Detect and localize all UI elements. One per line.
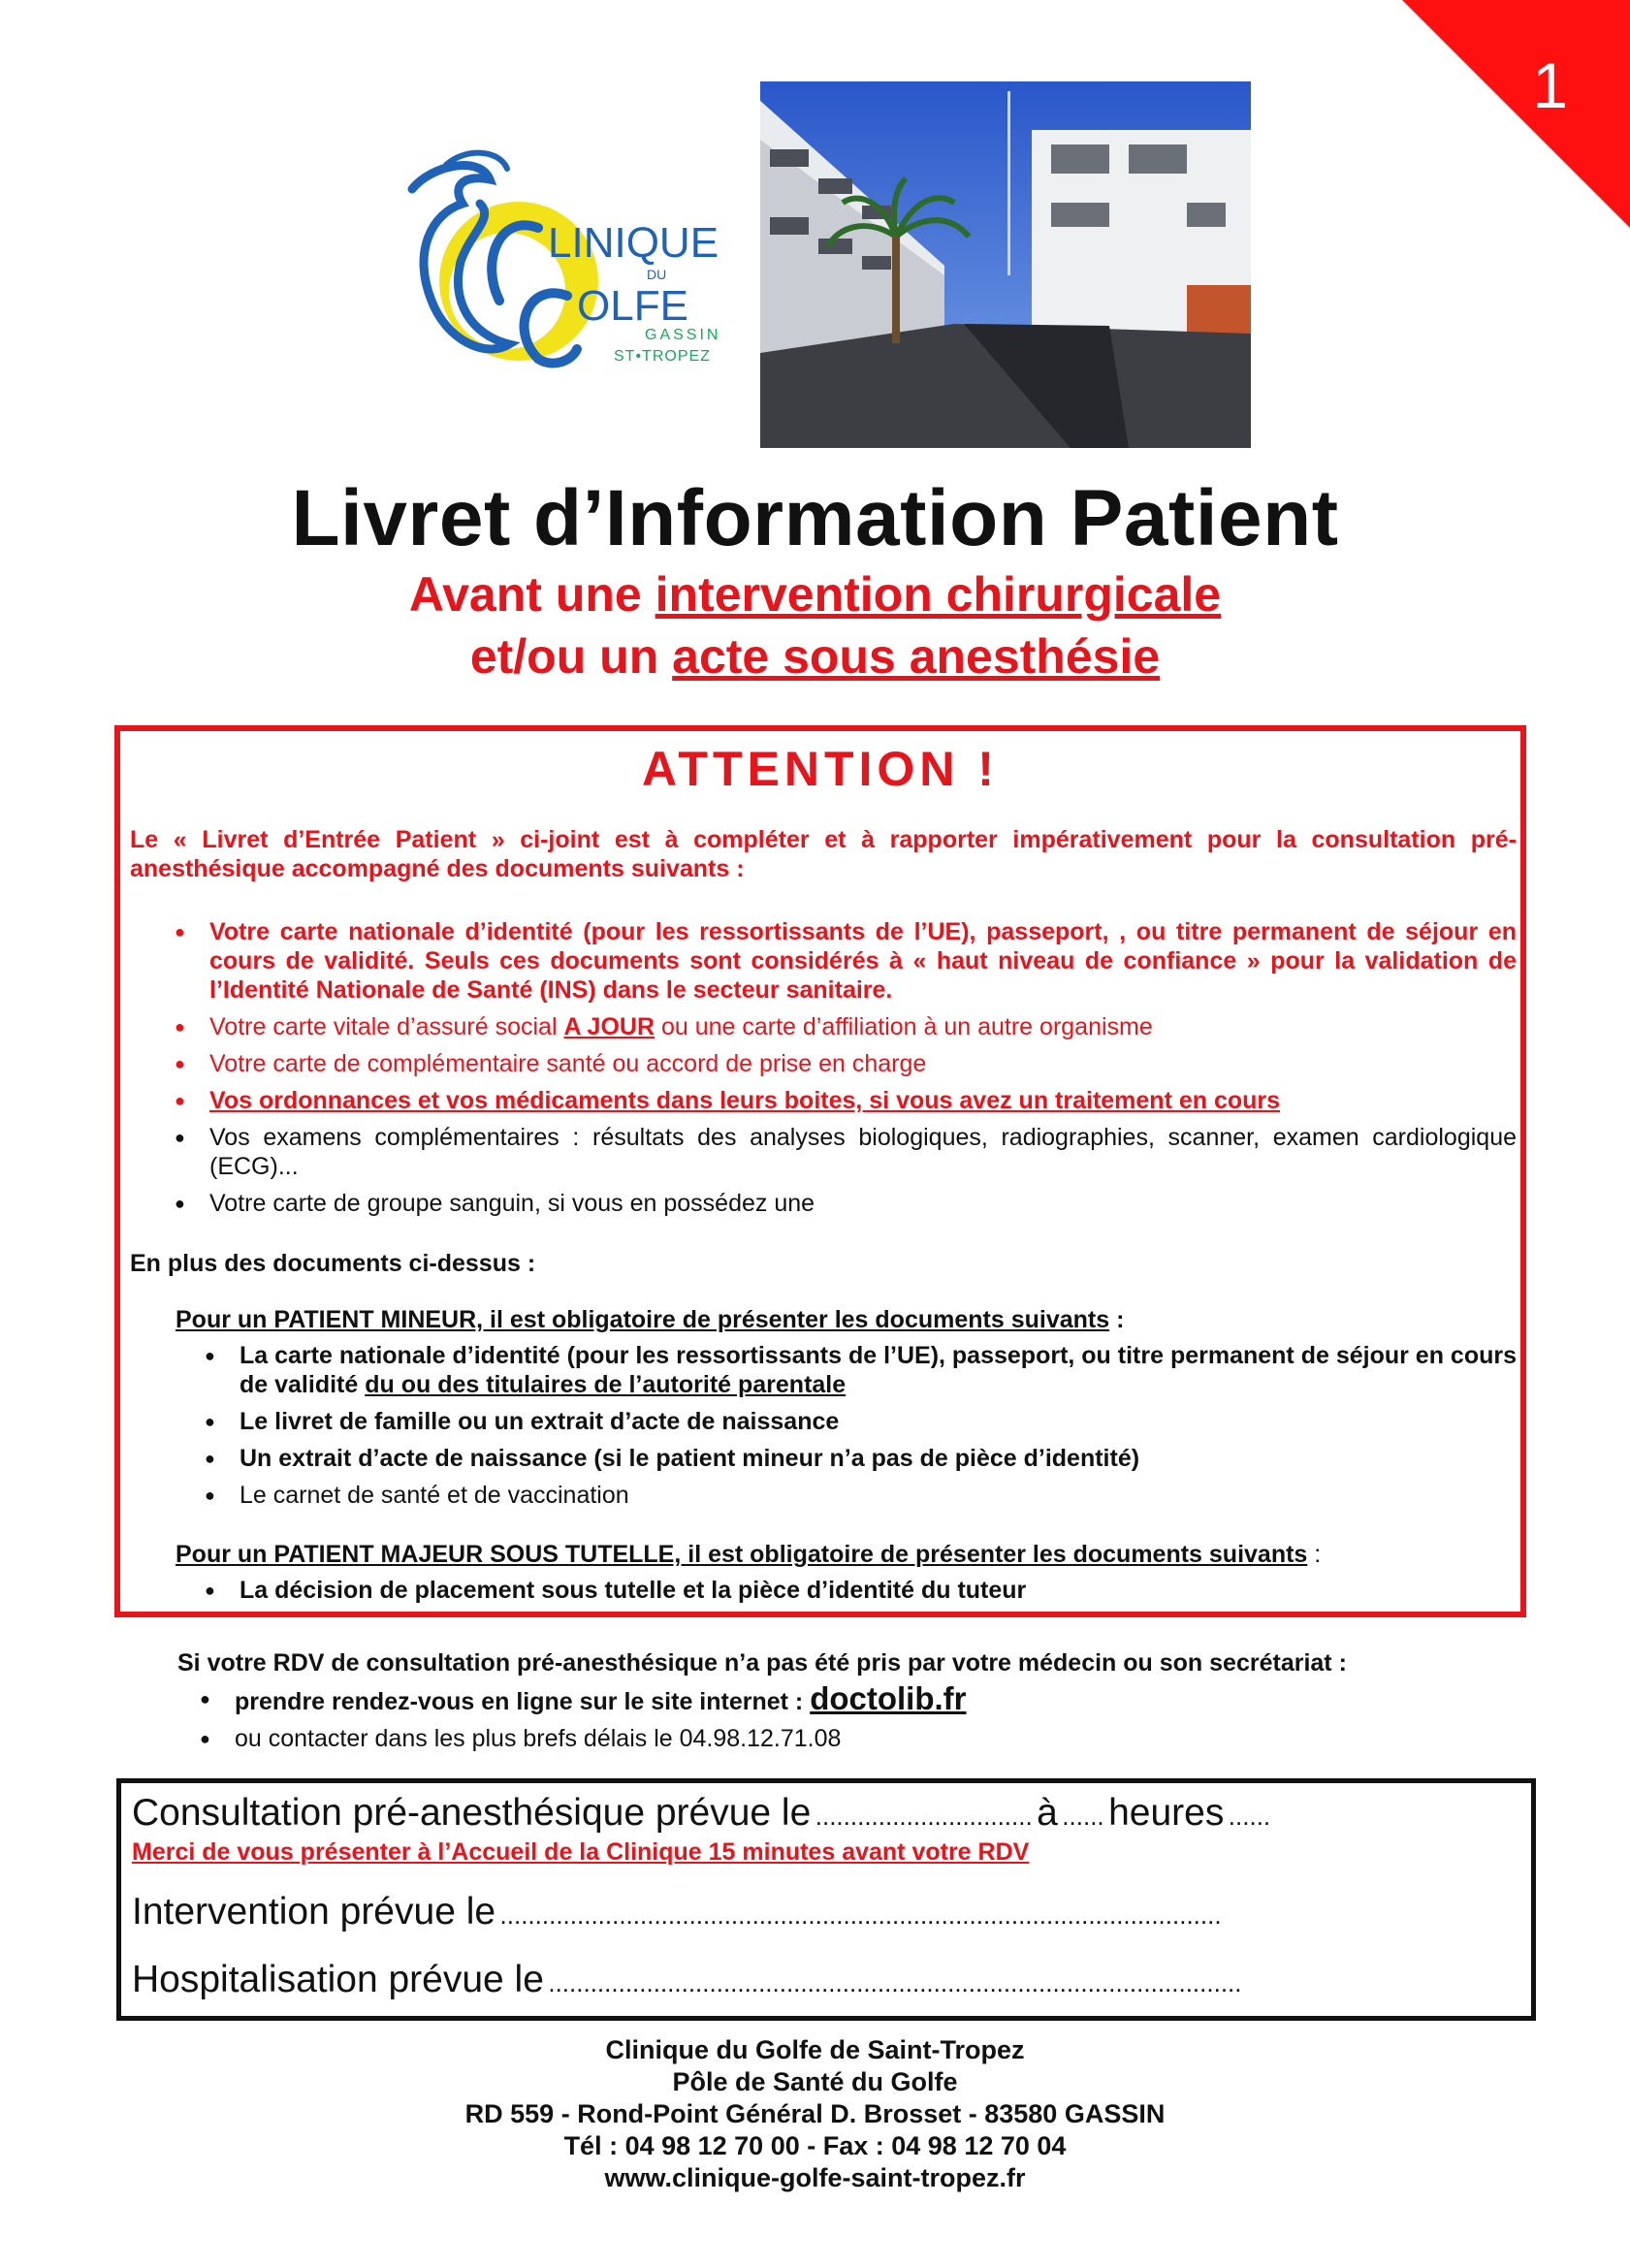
attention-heading: ATTENTION ! [642, 742, 999, 796]
footer-pole: Pôle de Santé du Golfe [672, 2067, 958, 2096]
vitale-text-end: ou une carte d’affiliation à un autre organisme [655, 1013, 1153, 1040]
mineur-documents-list [201, 1341, 1517, 1517]
tutelle-heading [176, 1540, 1321, 1569]
arrival-note: Merci de vous présenter à l’Accueil de la Clinique 15 minutes avant votre RDV [132, 1838, 1030, 1866]
consult-line [132, 1792, 1270, 1835]
list-item-mutuelle: ● Votre carte de complémentaire santé ou accord de prise en charge [171, 1049, 1517, 1078]
intervention-label: Intervention prévue le [132, 1891, 496, 1933]
intervention-date-field[interactable]: ....................................................................................................... [499, 1901, 1222, 1930]
list-item-ordonnances: ● Vos ordonnances et vos médicaments dans leurs boites, si vous avez un traitement en cours [171, 1086, 1517, 1115]
hospitalisation-label: Hospitalisation prévue le [132, 1959, 544, 2000]
mineur-item-livret: ● Le livret de famille ou un extrait d’acte de naissance [201, 1407, 1517, 1436]
logo-text-1: LINIQUE [548, 219, 719, 267]
subtitle-line-1 [0, 566, 1630, 623]
rdv-online-item [196, 1680, 1456, 1716]
list-item-vitale [171, 1012, 1517, 1041]
vitale-text: Votre carte vitale d’assuré social [209, 1013, 564, 1040]
tutelle-heading-colon: : [1307, 1541, 1322, 1568]
logo-text-3: OLFE [577, 282, 688, 330]
mineur-heading-text: Pour un PATIENT MINEUR, il est obligatoire de présenter les documents suivants [176, 1306, 1110, 1333]
footer-website[interactable]: www.clinique-golfe-saint-tropez.fr [604, 2163, 1026, 2192]
mineur-item-carnet: ● Le carnet de santé et de vaccination [201, 1481, 1517, 1510]
intervention-line [132, 1891, 1222, 1933]
mineur-heading [176, 1305, 1124, 1334]
subtitle-line-2 [0, 628, 1630, 685]
hospitalisation-date-field[interactable]: ................................................................................................... [548, 1968, 1242, 1997]
building-image [760, 81, 1251, 448]
mineur-item-id-underlined: du ou des titulaires de l’autorité parentale [365, 1371, 847, 1398]
page-number-badge [1402, 0, 1630, 228]
mineur-item-extrait: ● Un extrait d’acte de naissance (si le patient mineur n’a pas de pièce d’identité) [201, 1444, 1517, 1473]
seahorse-logo-icon [393, 136, 742, 378]
list-item-examens: ● Vos examens complémentaires : résultats des analyses biologiques, radiographies, scanner, examen cardiologique (ECG)... [171, 1123, 1517, 1181]
rdv-online-text: prendre rendez-vous en ligne sur le site internet : [235, 1688, 811, 1715]
footer-street: RD 559 - Rond-Point Général D. Brosset - 83580 GASSIN [464, 2099, 1166, 2128]
consult-minutes-field[interactable]: ...... [1228, 1802, 1271, 1831]
hospitalisation-line [132, 1959, 1242, 2001]
plus-heading: En plus des documents ci-dessus : [130, 1250, 536, 1277]
logo-text-2: DU [647, 267, 667, 282]
list-item-groupe-sanguin: ● Votre carte de groupe sanguin, si vous en possédez une [171, 1189, 1517, 1218]
footer-address [0, 2034, 1630, 2194]
tutelle-heading-text: Pour un PATIENT MAJEUR SOUS TUTELLE, il est obligatoire de présenter les documents suivants [176, 1541, 1308, 1568]
mineur-item-id [201, 1341, 1517, 1399]
rdv-info-list [196, 1680, 1456, 1761]
subtitle-2-underlined: acte sous anesthésie [672, 629, 1161, 684]
tutelle-item-decision: ● La décision de placement sous tutelle et la pièce d’identité du tuteur [201, 1576, 1517, 1605]
consult-label: Consultation pré-anesthésique prévue le [132, 1792, 812, 1834]
consult-date-field[interactable]: ............................... [815, 1802, 1033, 1831]
page-title: Livret d’Information Patient [291, 474, 1339, 562]
footer-clinic-name: Clinique du Golfe de Saint-Tropez [605, 2035, 1025, 2064]
subtitle-1-underlined: intervention chirurgicale [655, 567, 1222, 622]
required-documents-list [171, 917, 1517, 1226]
doctolib-link[interactable]: doctolib.fr [810, 1680, 967, 1716]
clinic-logo [393, 136, 742, 378]
consult-heures: heures [1108, 1792, 1225, 1834]
clinic-building-photo [760, 81, 1251, 448]
attention-intro: Le « Livret d’Entrée Patient » ci-joint est à compléter et à rapporter impérativement pour la consultation pré-anesthésique accompagné des documents suivants : [130, 826, 1517, 882]
consult-time-field[interactable]: ...... [1062, 1802, 1104, 1831]
footer-phone-fax: Tél : 04 98 12 70 00 - Fax : 04 98 12 70 04 [563, 2131, 1067, 2160]
mineur-item-id-text: La carte nationale d’identité (pour les ressortissants de l’UE), passeport, ou titre permanent de séjour en cours de validité [240, 1342, 1517, 1398]
consult-a: à [1037, 1792, 1058, 1834]
subtitle-1-text: Avant une [408, 567, 655, 622]
logo-text-4: GASSIN [645, 327, 721, 343]
vitale-a-jour: A JOUR [563, 1013, 655, 1040]
logo-text-5: ST•TROPEZ [614, 348, 711, 365]
subtitle-2-text: et/ou un [469, 629, 673, 684]
mineur-heading-colon: : [1109, 1306, 1125, 1333]
list-item-id-card: ● Votre carte nationale d’identité (pour les ressortissants de l’UE), passeport, , ou titre permanent de séjour en cours de validité. Seuls ces documents sont considérés à « haut niveau de confiance » pour la validation de l’Identité Nationale de Santé (INS) dans le secteur sanitaire. [171, 917, 1517, 1005]
rdv-phone-item: ● ou contacter dans les plus brefs délais le 04.98.12.71.08 [196, 1724, 1456, 1753]
tutelle-documents-list [201, 1576, 1517, 1613]
page-number: 1 [1532, 49, 1568, 121]
rdv-info-heading: Si votre RDV de consultation pré-anesthésique n’a pas été pris par votre médecin ou son secrétariat : [177, 1649, 1347, 1677]
